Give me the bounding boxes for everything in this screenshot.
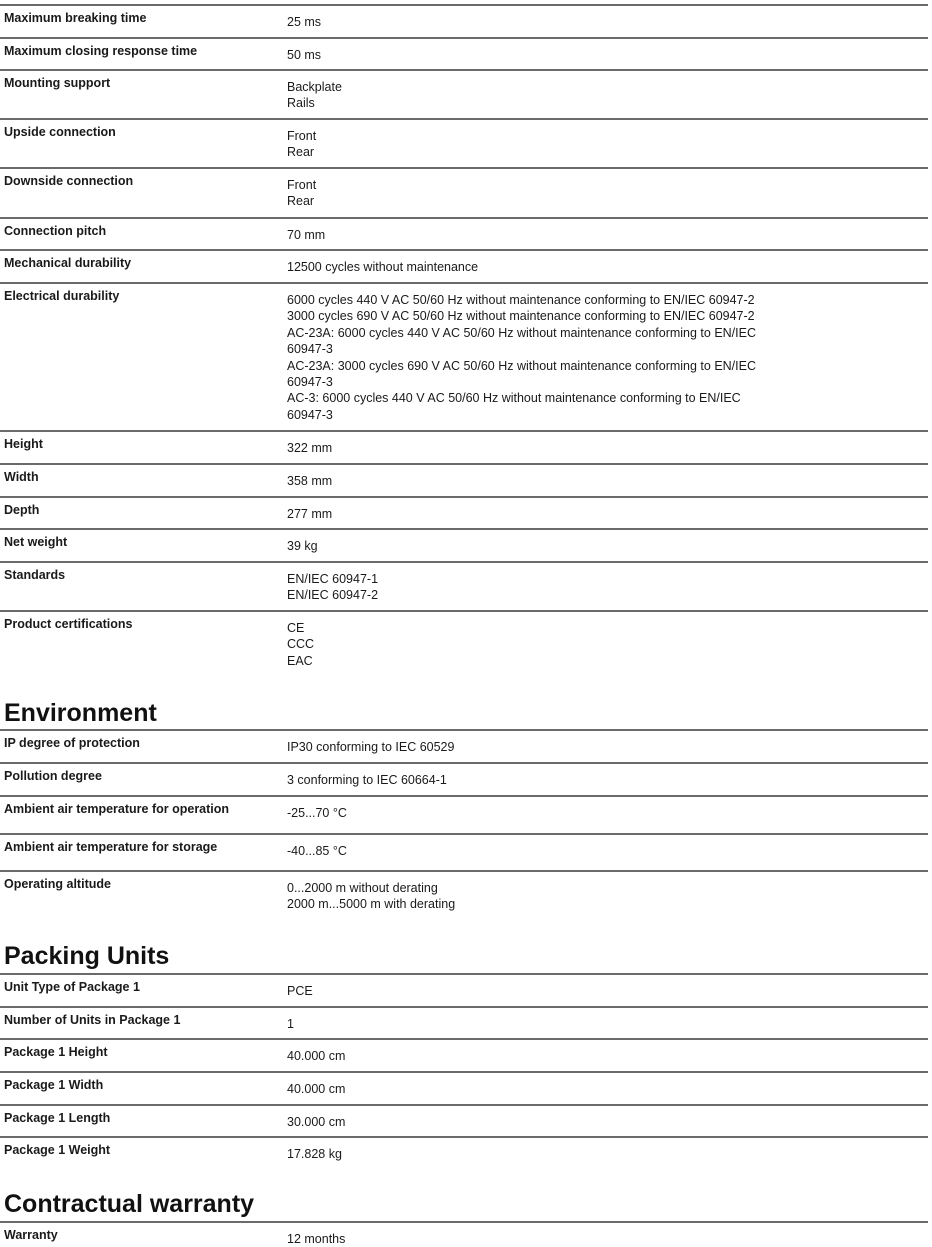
spec-row-warranty — [0, 1221, 928, 1246]
spec-row-net-weight — [0, 528, 928, 561]
spec-value: EN/IEC 60947-1 EN/IEC 60947-2 — [287, 572, 379, 603]
spec-value: 12 months — [287, 1232, 346, 1246]
spec-label: Downside connection — [4, 174, 134, 188]
spec-label: Pollution degree — [4, 769, 102, 783]
spec-row-unit-type-package-1 — [0, 973, 928, 1006]
spec-row-package-1-weight — [0, 1136, 928, 1169]
spec-value: 25 ms — [287, 15, 322, 29]
spec-label: Height — [4, 437, 43, 451]
spec-row-operating-altitude — [0, 870, 928, 922]
spec-row-connection-pitch — [0, 217, 928, 249]
spec-value: 1 — [287, 1017, 294, 1031]
spec-value: 70 mm — [287, 228, 326, 242]
spec-value: 17.828 kg — [287, 1147, 342, 1161]
spec-row-product-certifications — [0, 610, 928, 680]
spec-label: Operating altitude — [4, 877, 111, 891]
spec-row-ambient-temp-operation — [0, 795, 928, 833]
spec-label: Electrical durability — [4, 289, 120, 303]
spec-value: 6000 cycles 440 V AC 50/60 Hz without maintenance conforming to EN/IEC 60947-2 3000 cycles 690 V AC 50/60 Hz without maintenance conforming to EN/IEC 60947-2 AC-23A: 6000 cycles 440 V AC 50/60 Hz without maintenance conforming to EN/IEC 60947-3 AC-23A: 3000 cycles 690 V AC 50/60 Hz without maintenance conforming to EN/IEC 60947-3 AC-3: 6000 cycles 440 V AC 50/60 Hz without maintenance conforming to EN/IEC 60947-3 — [287, 293, 756, 422]
spec-value: 358 mm — [287, 474, 333, 488]
spec-label: IP degree of protection — [4, 736, 140, 750]
spec-row-package-1-width — [0, 1071, 928, 1104]
spec-row-electrical-durability — [0, 282, 928, 430]
spec-value: IP30 conforming to IEC 60529 — [287, 740, 455, 754]
spec-label: Unit Type of Package 1 — [4, 980, 140, 994]
spec-label: Width — [4, 470, 39, 484]
spec-row-ambient-temp-storage — [0, 833, 928, 870]
spec-label: Maximum breaking time — [4, 11, 147, 25]
spec-label: Upside connection — [4, 125, 116, 139]
spec-value: Front Rear — [287, 129, 317, 160]
spec-row-maximum-breaking-time — [0, 4, 928, 37]
spec-value: 30.000 cm — [287, 1115, 346, 1129]
spec-row-width — [0, 463, 928, 496]
spec-value: PCE — [287, 984, 313, 998]
spec-value: -25...70 °C — [287, 806, 347, 820]
spec-label: Package 1 Height — [4, 1045, 108, 1059]
spec-label: Net weight — [4, 535, 68, 549]
section-heading-packing-units: Packing Units — [4, 942, 170, 970]
spec-label: Mounting support — [4, 76, 111, 90]
spec-row-package-1-height — [0, 1038, 928, 1071]
spec-value: 40.000 cm — [287, 1049, 346, 1063]
spec-label: Warranty — [4, 1228, 58, 1242]
spec-row-height — [0, 430, 928, 463]
spec-label: Number of Units in Package 1 — [4, 1013, 181, 1027]
spec-label: Depth — [4, 503, 40, 517]
spec-value: 277 mm — [287, 507, 333, 521]
spec-value: CE CCC EAC — [287, 621, 315, 668]
spec-value: -40...85 °C — [287, 844, 347, 858]
spec-row-number-of-units-package-1 — [0, 1006, 928, 1038]
spec-label: Package 1 Width — [4, 1078, 104, 1092]
spec-label: Connection pitch — [4, 224, 107, 238]
spec-label: Package 1 Weight — [4, 1143, 111, 1157]
spec-value: 39 kg — [287, 539, 318, 553]
spec-value: 3 conforming to IEC 60664-1 — [287, 773, 447, 787]
spec-value: 50 ms — [287, 48, 322, 62]
spec-value: 12500 cycles without maintenance — [287, 260, 479, 274]
spec-label: Ambient air temperature for operation — [4, 802, 230, 816]
spec-row-upside-connection — [0, 118, 928, 167]
spec-row-depth — [0, 496, 928, 528]
section-heading-environment: Environment — [4, 699, 157, 727]
spec-value: Backplate Rails — [287, 80, 342, 111]
spec-label: Standards — [4, 568, 66, 582]
spec-label: Ambient air temperature for storage — [4, 840, 218, 854]
spec-row-standards — [0, 561, 928, 610]
spec-value: Front Rear — [287, 178, 317, 209]
spec-row-mounting-support — [0, 69, 928, 118]
spec-value: 0...2000 m without derating 2000 m...5000 m with derating — [287, 881, 456, 912]
spec-label: Product certifications — [4, 617, 133, 631]
spec-row-downside-connection — [0, 167, 928, 217]
spec-row-package-1-length — [0, 1104, 928, 1136]
spec-row-mechanical-durability — [0, 249, 928, 282]
spec-value: 40.000 cm — [287, 1082, 346, 1096]
spec-row-maximum-closing-response-time — [0, 37, 928, 69]
spec-value: 322 mm — [287, 441, 333, 455]
section-heading-contractual-warranty: Contractual warranty — [4, 1190, 255, 1218]
spec-label: Maximum closing response time — [4, 44, 198, 58]
spec-row-ip-degree — [0, 729, 928, 762]
spec-row-pollution-degree — [0, 762, 928, 795]
spec-label: Package 1 Length — [4, 1111, 111, 1125]
spec-label: Mechanical durability — [4, 256, 132, 270]
